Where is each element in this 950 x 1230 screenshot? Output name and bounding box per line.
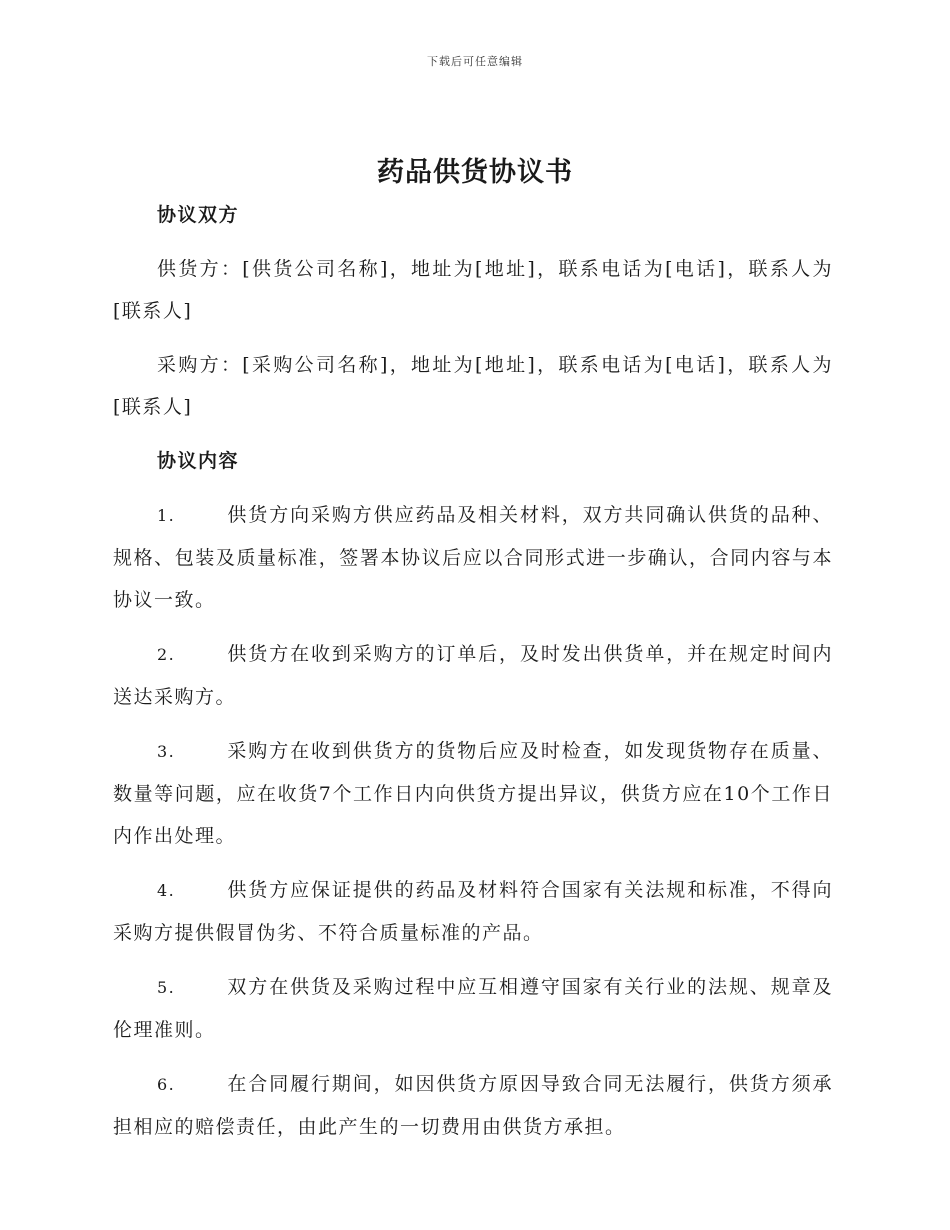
clause-number: 3. xyxy=(157,742,176,761)
clause-item xyxy=(113,633,833,718)
clause-number: 2. xyxy=(157,645,176,664)
clause-number: 1. xyxy=(157,506,176,525)
supplier-paragraph: 供货方：[供货公司名称]，地址为[地址]，联系电话为[电话]，联系人为[联系人] xyxy=(113,258,833,322)
clause-item xyxy=(113,494,833,621)
section-heading-parties: 协议双方 xyxy=(157,204,240,226)
clause-item xyxy=(113,1063,833,1148)
purchaser-paragraph: 采购方：[采购公司名称]，地址为[地址]，联系电话为[电话]，联系人为[联系人] xyxy=(113,354,833,418)
clause-text: 供货方应保证提供的药品及材料符合国家有关法规和标准，不得向采购方提供假冒伪劣、不符合质量标准的产品。 xyxy=(113,879,833,944)
header-note: 下载后可任意编辑 xyxy=(427,55,523,68)
clause-text: 供货方向采购方供应药品及相关材料，双方共同确认供货的品种、规格、包装及质量标准，签署本协议后应以合同形式进一步确认，合同内容与本协议一致。 xyxy=(113,504,833,611)
clause-item xyxy=(113,730,833,857)
clause-number: 6. xyxy=(157,1075,176,1094)
section-heading-content: 协议内容 xyxy=(157,450,240,472)
document-title: 药品供货协议书 xyxy=(377,157,573,188)
clause-text: 在合同履行期间，如因供货方原因导致合同无法履行，供货方须承担相应的赔偿责任，由此产生的一切费用由供货方承担。 xyxy=(113,1073,833,1138)
clause-item xyxy=(113,869,833,954)
clause-item xyxy=(113,966,833,1051)
document-body xyxy=(113,194,833,1160)
clause-text: 双方在供货及采购过程中应互相遵守国家有关行业的法规、规章及伦理准则。 xyxy=(113,976,833,1041)
clause-text: 供货方在收到采购方的订单后，及时发出供货单，并在规定时间内送达采购方。 xyxy=(113,643,833,708)
clause-text: 采购方在收到供货方的货物后应及时检查，如发现货物存在质量、数量等问题，应在收货7个工作日内向供货方提出异议，供货方应在10个工作日内作出处理。 xyxy=(113,740,833,847)
clause-number: 4. xyxy=(157,881,176,900)
clause-number: 5. xyxy=(157,978,176,997)
